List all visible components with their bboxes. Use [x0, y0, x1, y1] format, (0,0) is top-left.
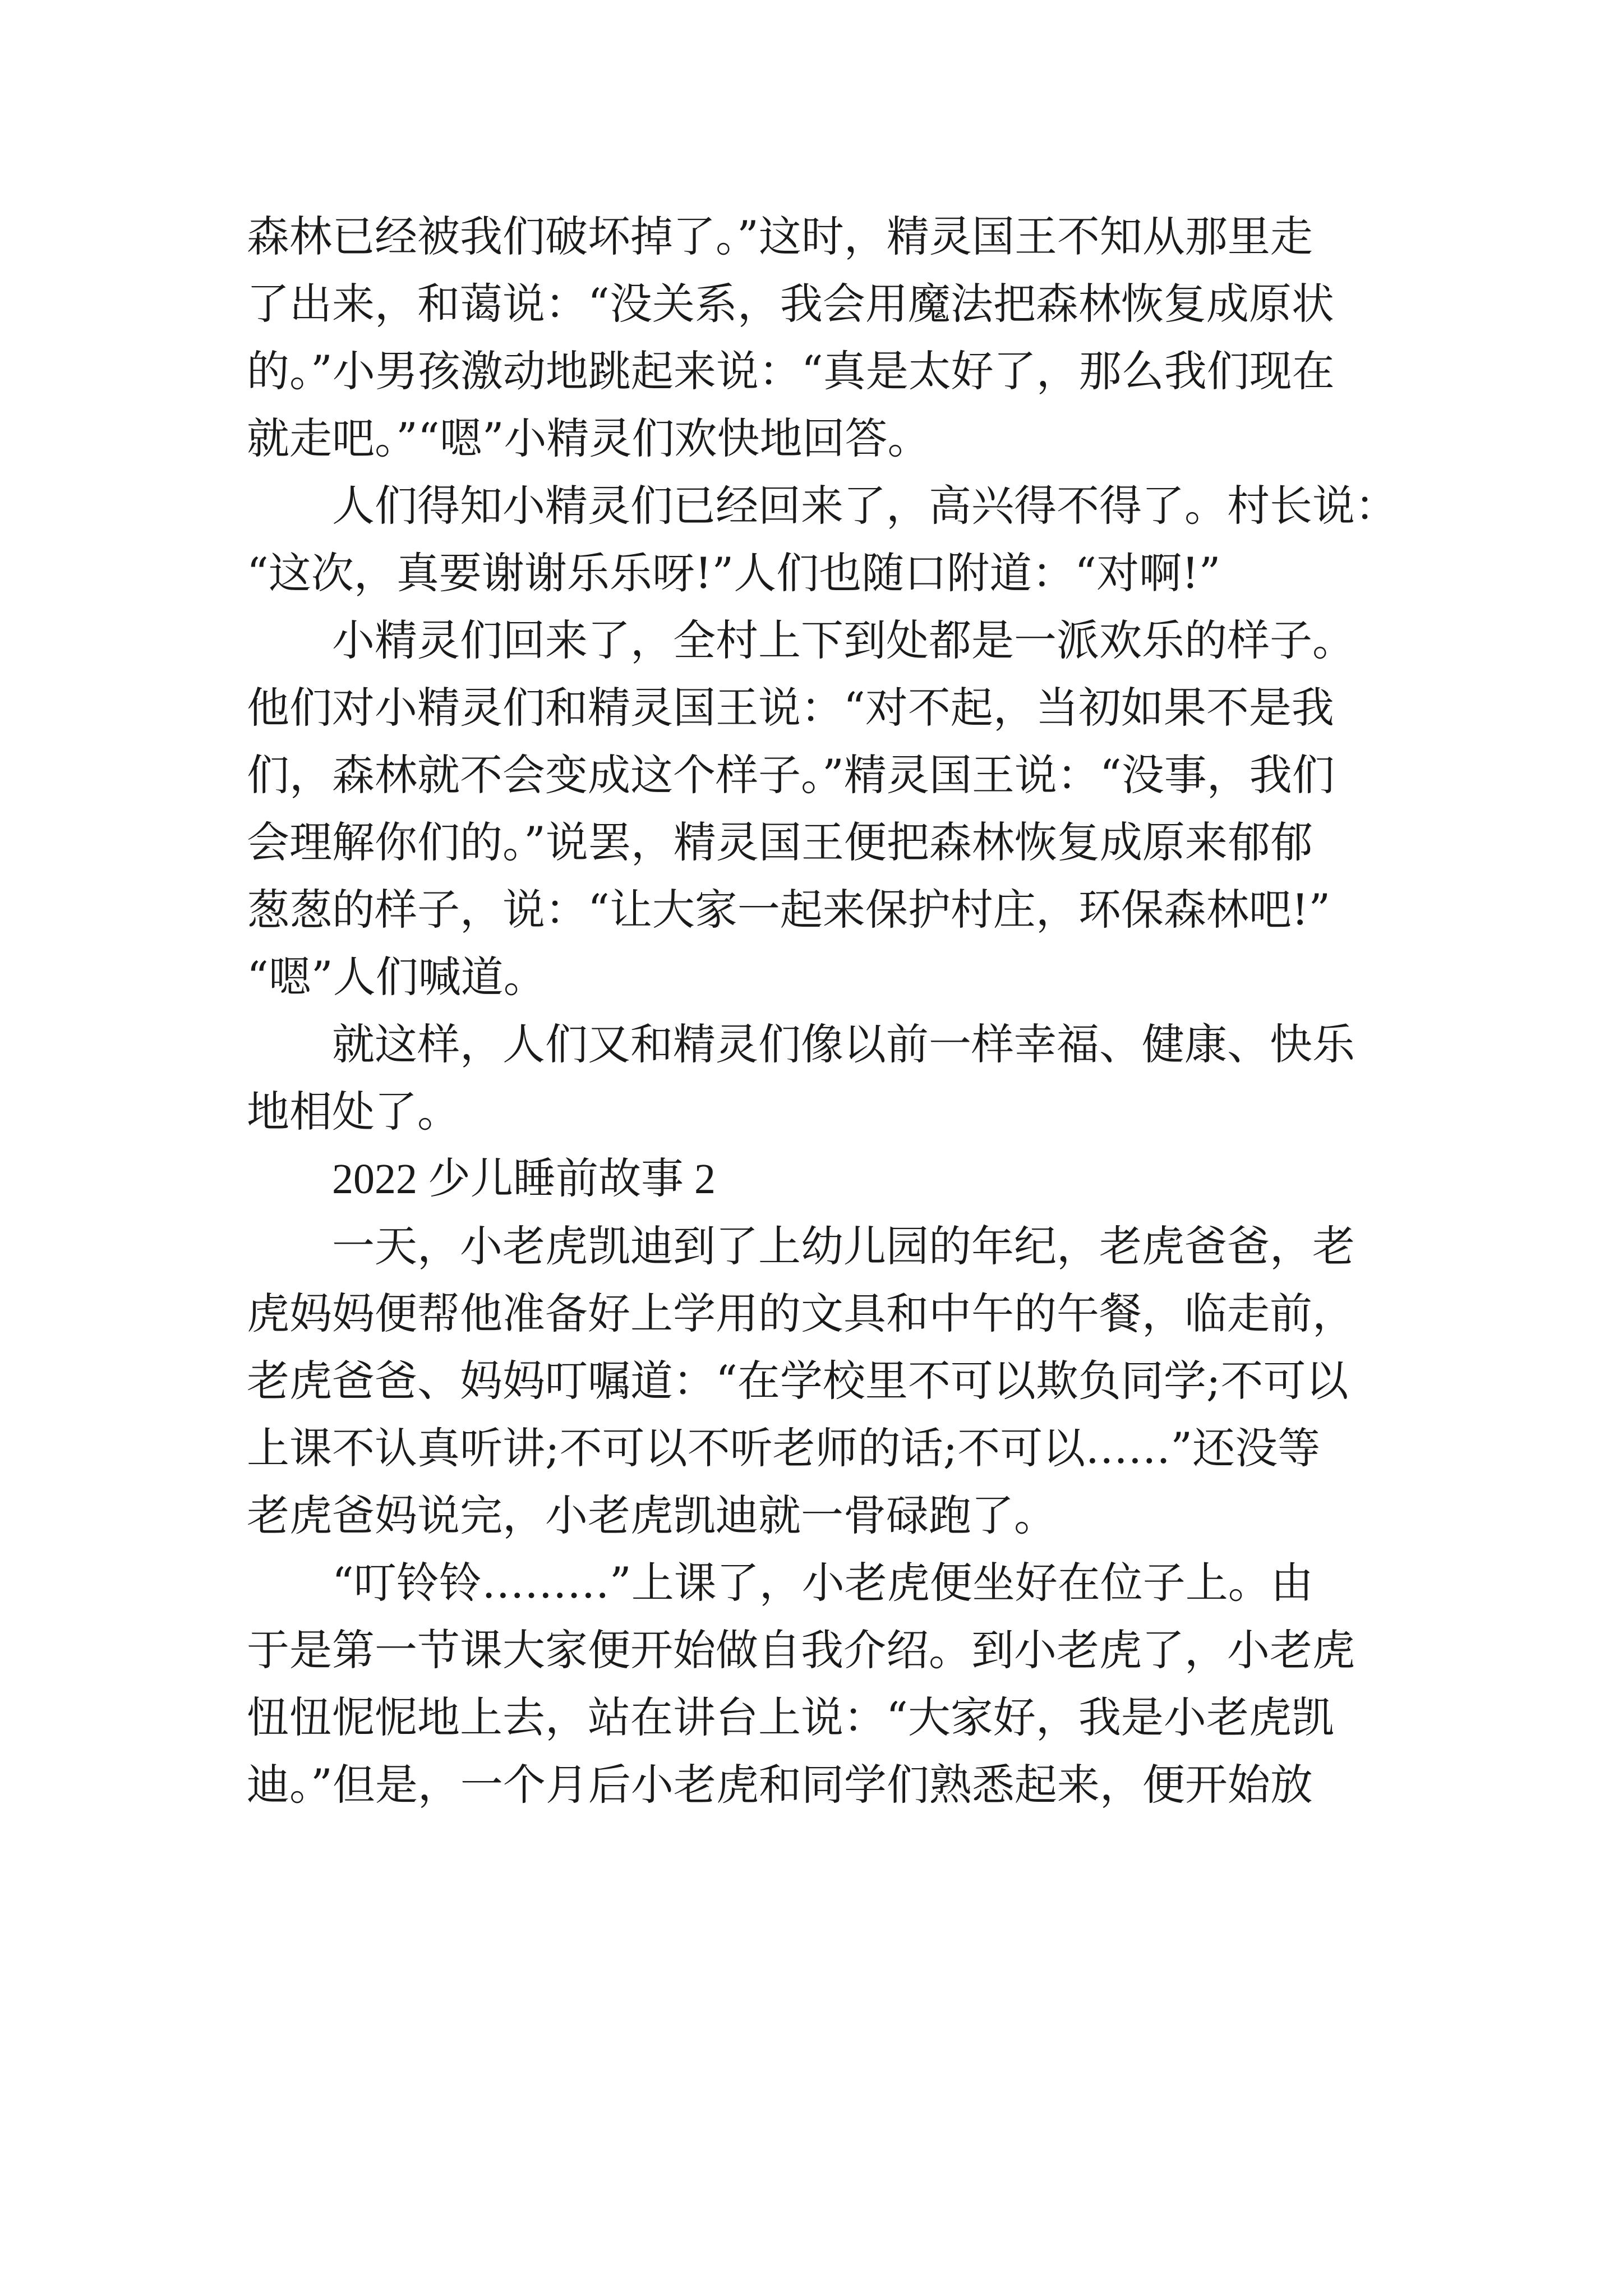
text-line: 森林已经被我们破坏掉了。”这时，精灵国王不知从那里走 — [247, 211, 1313, 261]
text-line: 迪。”但是，一个月后小老虎和同学们熟悉起来，便开始放 — [247, 1760, 1313, 1810]
paragraph-start-line: 就这样，人们又和精灵们像以前一样幸福、健康、快乐 — [332, 1019, 1355, 1069]
story-heading: 2022 少儿睡前故事 2 — [332, 1156, 716, 1203]
text-line: 老虎爸妈说完，小老虎凯迪就一骨碌跑了。 — [247, 1490, 1057, 1540]
text-line: 忸忸怩怩地上去，站在讲台上说：“大家好，我是小老虎凯 — [247, 1692, 1334, 1742]
text-line: 就走吧。”“嗯”小精灵们欢快地回答。 — [247, 413, 930, 463]
paragraph-start-line: 人们得知小精灵们已经回来了，高兴得不得了。村长说： — [332, 481, 1398, 531]
text-line: 地相处了。 — [247, 1087, 460, 1137]
text-line: 上课不认真听讲;不可以不听老师的话;不可以……”还没等 — [247, 1423, 1321, 1473]
text-line: “嗯”人们喊道。 — [247, 952, 546, 1002]
text-line: 会理解你们的。”说罢，精灵国王便把森林恢复成原来郁郁 — [247, 817, 1313, 867]
story-text — [247, 203, 1398, 1819]
text-line: 们，森林就不会变成这个样子。”精灵国王说：“没事，我们 — [247, 750, 1335, 800]
text-line: 老虎爸爸、妈妈叮嘱道：“在学校里不可以欺负同学;不可以 — [247, 1356, 1349, 1406]
text-line: 虎妈妈便帮他准备好上学用的文具和中午的午餐，临走前， — [247, 1289, 1355, 1338]
text-line: “这次，真要谢谢乐乐呀!”人们也随口附道：“对啊!” — [247, 548, 1221, 598]
text-line: 他们对小精灵们和精灵国王说：“对不起，当初如果不是我 — [247, 683, 1334, 733]
text-line: 葱葱的样子，说：“让大家一起来保护村庄，环保森林吧!” — [247, 885, 1331, 935]
text-line: 了出来，和蔼说：“没关系，我会用魔法把森林恢复成原状 — [247, 279, 1334, 329]
paragraph-start-line: “叮铃铃………”上课了，小老虎便坐好在位子上。由 — [332, 1558, 1313, 1608]
paragraph-start-line: 小精灵们回来了，全村上下到处都是一派欢乐的样子。 — [332, 615, 1355, 665]
text-line: 的。”小男孩激动地跳起来说：“真是太好了，那么我们现在 — [247, 346, 1335, 396]
text-line: 于是第一节课大家便开始做自我介绍。到小老虎了，小老虎 — [247, 1625, 1355, 1675]
paragraph-start-line: 一天，小老虎凯迪到了上幼儿园的年纪，老虎爸爸，老 — [332, 1221, 1355, 1271]
